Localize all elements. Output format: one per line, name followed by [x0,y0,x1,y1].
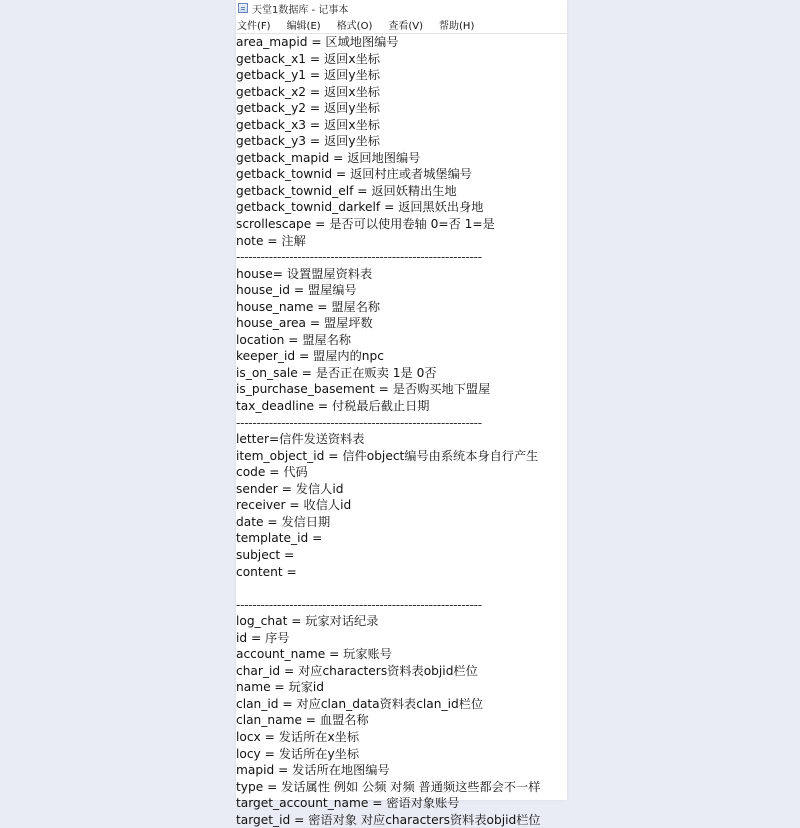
menu-bar [236,16,567,34]
text-line: getback_townid_darkelf = 返回黑妖出身地 [236,200,484,215]
text-line: note = 注解 [236,233,306,248]
text-line: scrollescape = 是否可以使用卷轴 0=否 1=是 [236,217,495,232]
separator-line: ------------------------------------------------------------ [236,250,482,265]
text-line: name = 玩家id [236,680,325,695]
text-line: getback_x2 = 返回x坐标 [236,84,380,99]
text-line: id = 序号 [236,630,290,645]
text-line: area_mapid = 区域地图编号 [236,35,399,49]
text-line: tax_deadline = 付税最后截止日期 [236,399,430,414]
text-line: getback_y2 = 返回y坐标 [236,101,380,116]
text-editor-area[interactable] [236,34,567,827]
notepad-icon [238,3,248,13]
text-line: house_id = 盟屋编号 [236,283,357,298]
text-line: getback_townid_elf = 返回妖精出生地 [236,183,457,198]
title-bar [236,0,567,16]
menu-file[interactable]: 文件(F) [237,21,271,32]
menu-format[interactable]: 格式(O) [336,21,373,32]
menu-view[interactable]: 查看(V) [388,21,424,32]
text-line: clan_id = 对应clan_data资料表clan_id栏位 [236,696,484,711]
text-line: getback_mapid = 返回地图编号 [236,150,421,165]
text-line: target_id = 密语对象 对应characters资料表objid栏位 [236,812,541,827]
text-line: keeper_id = 盟屋内的npc [236,349,384,364]
text-line: account_name = 玩家账号 [236,647,392,662]
text-line: is_on_sale = 是否正在贩卖 1是 0否 [236,365,437,380]
menu-help[interactable]: 帮助(H) [439,21,475,32]
text-line: letter=信件发送资料表 [236,432,365,447]
separator-line: ------------------------------------------------------------ [236,415,482,430]
text-line: getback_y3 = 返回y坐标 [236,134,380,149]
text-line: item_object_id = 信件object编号由系统本身自行产生 [236,448,539,463]
text-line [236,580,567,597]
text-line: house= 设置盟屋资料表 [236,266,373,281]
text-line: receiver = 收信人id [236,498,352,513]
text-line: getback_x3 = 返回x坐标 [236,117,380,132]
text-line: content = [236,564,297,579]
text-line: locx = 发话所在x坐标 [236,729,360,744]
menu-edit[interactable]: 编辑(E) [286,21,321,32]
text-line: template_id = [236,531,323,546]
text-line: location = 盟屋名称 [236,332,352,347]
text-line: target_account_name = 密语对象账号 [236,796,460,811]
text-line: type = 发话属性 例如 公频 对频 普通频这些都会不一样 [236,779,541,794]
text-line: is_purchase_basement = 是否购买地下盟屋 [236,382,491,397]
text-line: clan_name = 血盟名称 [236,713,369,728]
text-line: date = 发信日期 [236,514,331,529]
text-line: mapid = 发话所在地图编号 [236,763,390,778]
text-line: subject = [236,547,295,562]
notepad-window [236,0,567,827]
text-line: locy = 发话所在y坐标 [236,746,360,761]
text-line: getback_x1 = 返回x坐标 [236,51,380,66]
text-line: char_id = 对应characters资料表objid栏位 [236,663,478,678]
text-line: log_chat = 玩家对话纪录 [236,614,379,629]
text-line: sender = 发信人id [236,481,344,496]
window-title: 天堂1数据库 - 记事本 [252,4,349,16]
text-line: getback_townid = 返回村庄或者城堡编号 [236,167,472,182]
text-line: code = 代码 [236,465,308,480]
text-line: house_name = 盟屋名称 [236,299,381,314]
separator-line: ------------------------------------------------------------ [236,597,482,612]
text-line: house_area = 盟屋坪数 [236,316,373,331]
text-line: getback_y1 = 返回y坐标 [236,68,380,83]
